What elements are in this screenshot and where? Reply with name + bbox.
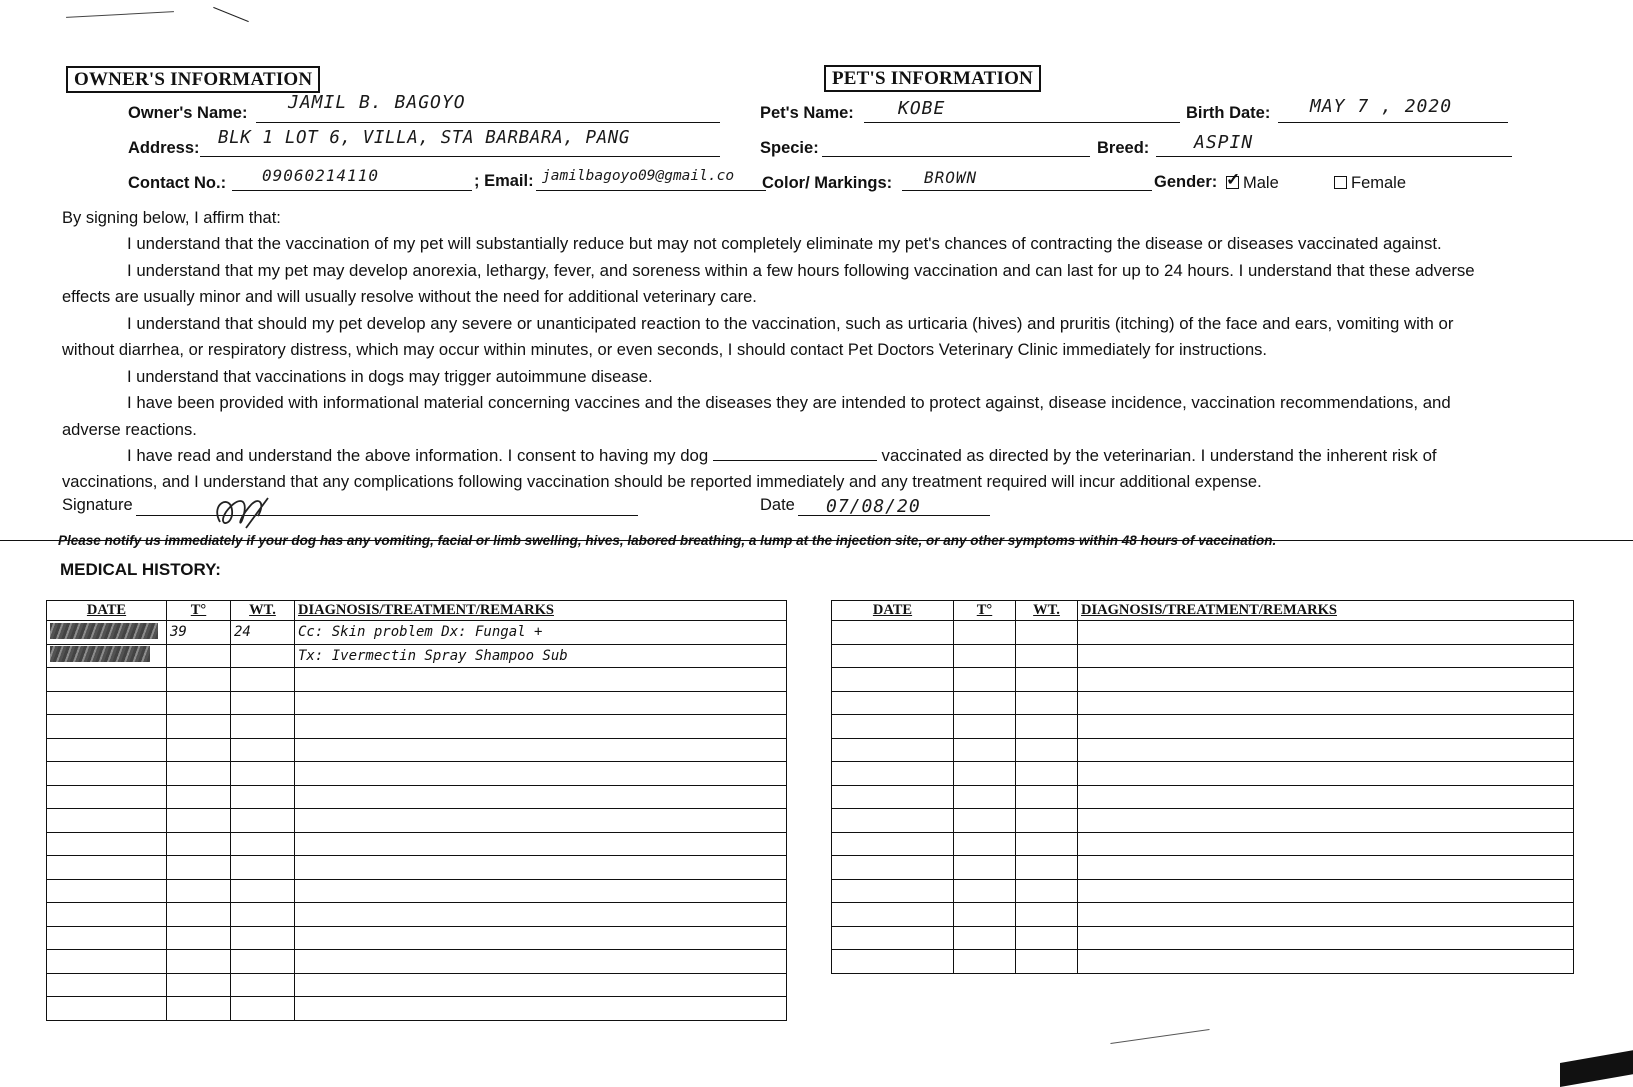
temp-cell[interactable]	[954, 832, 1016, 856]
remarks-cell[interactable]	[295, 926, 787, 950]
remarks-cell[interactable]	[1078, 644, 1574, 668]
consent-p2b: effects are usually minor and will usually resolve without the need for additional veterinary care.	[62, 288, 757, 306]
date-cell[interactable]	[832, 926, 954, 950]
remarks-cell[interactable]	[295, 715, 787, 739]
temp-cell[interactable]	[167, 738, 231, 762]
remarks-cell[interactable]	[295, 950, 787, 974]
temp-cell[interactable]	[954, 809, 1016, 833]
remarks-cell[interactable]: Cc: Skin problem Dx: Fungal +	[295, 621, 787, 645]
color-value[interactable]: BROWN	[924, 168, 978, 187]
weight-cell[interactable]	[231, 950, 295, 974]
address-line	[200, 156, 720, 157]
female-label: Female	[1351, 174, 1407, 192]
table-row	[832, 762, 1574, 786]
table-row	[832, 621, 1574, 645]
pet-name-line	[864, 122, 1180, 123]
date-cell[interactable]	[832, 644, 954, 668]
weight-cell[interactable]	[1016, 950, 1078, 974]
date-cell[interactable]	[47, 762, 167, 786]
gender-female-option[interactable]	[1334, 174, 1406, 193]
signature-scribble	[206, 492, 272, 534]
contact-label: Contact No.:	[128, 174, 227, 192]
remarks-cell[interactable]	[1078, 856, 1574, 880]
table-row	[832, 903, 1574, 927]
redacted-date	[50, 623, 158, 639]
table-row	[47, 738, 787, 762]
table-row	[47, 926, 787, 950]
gender-male-option[interactable]	[1226, 174, 1279, 193]
weight-cell[interactable]	[231, 856, 295, 880]
temp-cell[interactable]	[167, 879, 231, 903]
table-row	[47, 809, 787, 833]
weight-cell[interactable]	[231, 997, 295, 1021]
weight-cell[interactable]	[231, 926, 295, 950]
remarks-cell[interactable]	[295, 738, 787, 762]
remarks-cell[interactable]	[295, 691, 787, 715]
date-cell[interactable]	[832, 762, 954, 786]
birth-date-value[interactable]: MAY 7 , 2020	[1310, 96, 1453, 117]
table-row	[47, 903, 787, 927]
remarks-cell[interactable]	[1078, 738, 1574, 762]
consent-p5a: I have been provided with informational material concerning vaccines and the diseases they are intended to protect against, disease incidence, vaccination recommendations, and	[127, 393, 1451, 412]
temp-cell[interactable]	[954, 668, 1016, 692]
remarks-cell[interactable]	[1078, 950, 1574, 974]
weight-cell[interactable]	[1016, 879, 1078, 903]
table-row	[832, 785, 1574, 809]
birth-date-line	[1278, 122, 1508, 123]
remarks-cell[interactable]	[295, 856, 787, 880]
col-temp-header: T°	[167, 601, 231, 621]
gender-label: Gender:	[1154, 173, 1218, 191]
date-cell[interactable]	[832, 832, 954, 856]
col-remarks-header: DIAGNOSIS/TREATMENT/REMARKS	[295, 601, 787, 621]
remarks-cell[interactable]	[1078, 785, 1574, 809]
remarks-cell[interactable]	[295, 997, 787, 1021]
table-row	[832, 879, 1574, 903]
date-cell[interactable]	[47, 903, 167, 927]
date-cell[interactable]	[47, 856, 167, 880]
weight-cell[interactable]	[1016, 715, 1078, 739]
weight-cell[interactable]	[231, 668, 295, 692]
remarks-cell[interactable]	[1078, 926, 1574, 950]
vaccination-notice: Please notify us immediately if your dog has any vomiting, facial or limb swelling, hives, labored breathing, a lump at the injection site, or any other symptoms within 48 hours of vaccination.	[58, 533, 1277, 548]
weight-cell[interactable]	[1016, 621, 1078, 645]
scan-mark	[1110, 1029, 1209, 1044]
temp-cell[interactable]	[167, 715, 231, 739]
temp-cell[interactable]	[167, 785, 231, 809]
consent-p2a: I understand that my pet may develop anorexia, lethargy, fever, and soreness within a few hours following vaccination and can last for up to 24 hours. I understand that these adverse	[127, 261, 1475, 280]
temp-cell[interactable]	[167, 691, 231, 715]
address-value[interactable]: BLK 1 LOT 6, VILLA, STA BARBARA, PANG	[218, 128, 631, 148]
temp-cell[interactable]	[167, 950, 231, 974]
temp-cell[interactable]	[954, 926, 1016, 950]
date-cell[interactable]	[832, 809, 954, 833]
weight-cell[interactable]	[1016, 644, 1078, 668]
temp-cell[interactable]	[167, 762, 231, 786]
temp-cell[interactable]	[167, 973, 231, 997]
pet-info-heading: PET'S INFORMATION	[824, 65, 1041, 92]
remarks-cell[interactable]	[1078, 832, 1574, 856]
medical-history-heading: MEDICAL HISTORY:	[60, 560, 221, 579]
consent-p3a: I understand that should my pet develop any severe or unanticipated reaction to the vaccination, such as urticaria (hives) and pruritis (itching) of the face and ears, vomiting with or	[127, 314, 1454, 333]
remarks-cell[interactable]	[1078, 621, 1574, 645]
remarks-cell[interactable]	[1078, 715, 1574, 739]
redacted-date	[50, 646, 150, 662]
medical-table-right	[831, 600, 1574, 974]
table-row	[832, 856, 1574, 880]
weight-cell[interactable]: 24	[231, 621, 295, 645]
date-cell[interactable]	[47, 832, 167, 856]
weight-cell[interactable]	[231, 903, 295, 927]
col-weight-header: WT.	[231, 601, 295, 621]
temp-cell[interactable]	[167, 997, 231, 1021]
remarks-cell[interactable]	[1078, 809, 1574, 833]
breed-label: Breed:	[1097, 139, 1150, 157]
date-cell[interactable]	[832, 715, 954, 739]
col-remarks-header: DIAGNOSIS/TREATMENT/REMARKS	[1078, 601, 1574, 621]
remarks-cell[interactable]	[295, 785, 787, 809]
temp-cell[interactable]: 39	[167, 621, 231, 645]
table-row	[832, 926, 1574, 950]
contact-value[interactable]: 09060214110	[262, 166, 379, 185]
temp-cell[interactable]	[167, 832, 231, 856]
weight-cell[interactable]	[1016, 926, 1078, 950]
table-row	[47, 668, 787, 692]
remarks-cell[interactable]	[295, 809, 787, 833]
weight-cell[interactable]	[231, 644, 295, 668]
table-row	[832, 668, 1574, 692]
date-cell[interactable]	[47, 926, 167, 950]
remarks-cell[interactable]	[295, 903, 787, 927]
birth-date-label: Birth Date:	[1186, 104, 1271, 122]
consent-p6a	[127, 443, 1437, 470]
color-label: Color/ Markings:	[762, 174, 893, 192]
table-row	[47, 832, 787, 856]
dog-name-blank[interactable]	[713, 446, 877, 461]
breed-line	[1156, 156, 1512, 157]
consent-p6a-post: vaccinated as directed by the veterinarian. I understand the inherent risk of	[881, 446, 1437, 465]
consent-p6a-pre: I have read and understand the above information. I consent to having my dog	[127, 446, 709, 465]
pet-name-value[interactable]: KOBE	[898, 98, 946, 119]
temp-cell[interactable]	[167, 903, 231, 927]
remarks-cell[interactable]	[1078, 668, 1574, 692]
table-row	[832, 738, 1574, 762]
table-row	[832, 644, 1574, 668]
owner-name-value[interactable]: JAMIL B. BAGOYO	[288, 92, 466, 113]
temp-cell[interactable]	[954, 950, 1016, 974]
date-cell[interactable]	[47, 950, 167, 974]
date-value[interactable]: 07/08/20	[826, 496, 921, 517]
pet-name-label: Pet's Name:	[760, 104, 854, 122]
table-row	[47, 691, 787, 715]
date-cell[interactable]	[832, 903, 954, 927]
consent-p3b: without diarrhea, or respiratory distress, which may occur within minutes, or even seconds, I should contact Pet Doctors Veterinary Clinic immediately for instructions.	[62, 341, 1267, 359]
owner-info-heading: OWNER'S INFORMATION	[66, 66, 320, 93]
temp-cell[interactable]	[167, 856, 231, 880]
scan-mark	[213, 7, 249, 22]
owner-name-label: Owner's Name:	[128, 104, 248, 122]
weight-cell[interactable]	[231, 809, 295, 833]
remarks-cell[interactable]	[295, 879, 787, 903]
email-label: ; Email:	[474, 172, 534, 190]
remarks-cell[interactable]	[1078, 879, 1574, 903]
breed-value[interactable]: ASPIN	[1194, 132, 1254, 153]
remarks-cell[interactable]	[295, 832, 787, 856]
table-header-row	[832, 601, 1574, 621]
male-label: Male	[1243, 174, 1279, 192]
remarks-cell[interactable]	[1078, 903, 1574, 927]
temp-cell[interactable]	[954, 644, 1016, 668]
date-cell[interactable]	[47, 997, 167, 1021]
specie-label: Specie:	[760, 139, 819, 157]
table-row	[47, 644, 787, 668]
temp-cell[interactable]	[954, 903, 1016, 927]
date-cell[interactable]	[832, 668, 954, 692]
temp-cell[interactable]	[954, 621, 1016, 645]
weight-cell[interactable]	[1016, 832, 1078, 856]
date-cell[interactable]	[47, 691, 167, 715]
temp-cell[interactable]	[167, 668, 231, 692]
specie-line	[822, 156, 1090, 157]
weight-cell[interactable]	[231, 879, 295, 903]
email-line	[536, 190, 766, 191]
date-cell[interactable]	[832, 621, 954, 645]
table-row	[832, 691, 1574, 715]
table-header-row	[47, 601, 787, 621]
temp-cell[interactable]	[954, 879, 1016, 903]
table-row	[47, 621, 787, 645]
date-cell[interactable]	[832, 856, 954, 880]
table-row	[832, 809, 1574, 833]
table-row	[47, 785, 787, 809]
email-value[interactable]: jamilbagoyo09@gmail.co	[542, 168, 735, 184]
weight-cell[interactable]	[231, 691, 295, 715]
date-cell[interactable]	[47, 668, 167, 692]
female-checkbox[interactable]	[1334, 176, 1347, 189]
table-row	[47, 715, 787, 739]
weight-cell[interactable]	[231, 738, 295, 762]
temp-cell[interactable]	[954, 785, 1016, 809]
weight-cell[interactable]	[231, 973, 295, 997]
table-row	[832, 832, 1574, 856]
remarks-cell[interactable]	[1078, 762, 1574, 786]
signature-label: Signature	[62, 496, 133, 514]
table-row	[47, 973, 787, 997]
consent-p4: I understand that vaccinations in dogs may trigger autoimmune disease.	[127, 368, 653, 386]
scan-mark	[66, 11, 174, 18]
table-row	[47, 856, 787, 880]
weight-cell[interactable]	[1016, 903, 1078, 927]
temp-cell[interactable]	[167, 644, 231, 668]
table-row	[47, 762, 787, 786]
weight-cell[interactable]	[1016, 691, 1078, 715]
weight-cell[interactable]	[1016, 668, 1078, 692]
col-weight-header: WT.	[1016, 601, 1078, 621]
remarks-cell[interactable]	[295, 762, 787, 786]
scan-corner	[1560, 1049, 1633, 1087]
address-label: Address:	[128, 139, 200, 157]
weight-cell[interactable]	[231, 715, 295, 739]
date-label: Date	[760, 496, 795, 514]
weight-cell[interactable]	[1016, 738, 1078, 762]
remarks-cell[interactable]	[1078, 691, 1574, 715]
temp-cell[interactable]	[954, 856, 1016, 880]
temp-cell[interactable]	[954, 762, 1016, 786]
table-row	[832, 950, 1574, 974]
date-cell[interactable]	[832, 785, 954, 809]
date-cell[interactable]	[832, 879, 954, 903]
table-row	[47, 950, 787, 974]
remarks-cell[interactable]	[295, 973, 787, 997]
date-cell[interactable]	[832, 738, 954, 762]
date-cell[interactable]	[832, 950, 954, 974]
color-line	[902, 190, 1152, 191]
temp-cell[interactable]	[954, 738, 1016, 762]
temp-cell[interactable]	[167, 926, 231, 950]
weight-cell[interactable]	[231, 762, 295, 786]
weight-cell[interactable]	[231, 832, 295, 856]
col-date-header: DATE	[47, 601, 167, 621]
date-cell[interactable]	[47, 738, 167, 762]
table-row	[47, 879, 787, 903]
weight-cell[interactable]	[1016, 785, 1078, 809]
date-cell[interactable]	[832, 691, 954, 715]
col-date-header: DATE	[832, 601, 954, 621]
weight-cell[interactable]	[1016, 762, 1078, 786]
consent-p6b: vaccinations, and I understand that any complications following vaccination should be reported immediately and any treatment required will incur additional expense.	[62, 473, 1262, 491]
male-checkbox[interactable]	[1226, 176, 1239, 189]
owner-name-line	[256, 122, 720, 123]
table-row	[47, 997, 787, 1021]
contact-line	[232, 190, 472, 191]
consent-p5b: adverse reactions.	[62, 421, 197, 439]
date-cell[interactable]	[47, 715, 167, 739]
date-cell[interactable]	[47, 809, 167, 833]
date-cell[interactable]	[47, 644, 167, 668]
temp-cell[interactable]	[954, 691, 1016, 715]
remarks-cell[interactable]: Tx: Ivermectin Spray Shampoo Sub	[295, 644, 787, 668]
weight-cell[interactable]	[1016, 856, 1078, 880]
medical-table-left	[46, 600, 787, 1021]
date-cell[interactable]	[47, 879, 167, 903]
table-row	[832, 715, 1574, 739]
remarks-cell[interactable]	[295, 668, 787, 692]
temp-cell[interactable]	[167, 809, 231, 833]
weight-cell[interactable]	[231, 785, 295, 809]
consent-intro: By signing below, I affirm that:	[62, 209, 281, 227]
date-cell[interactable]	[47, 973, 167, 997]
consent-p1: I understand that the vaccination of my pet will substantially reduce but may not completely eliminate my pet's chances of contracting the disease or diseases vaccinated against.	[127, 234, 1442, 253]
date-cell[interactable]	[47, 785, 167, 809]
weight-cell[interactable]	[1016, 809, 1078, 833]
date-cell[interactable]	[47, 621, 167, 645]
col-temp-header: T°	[954, 601, 1016, 621]
temp-cell[interactable]	[954, 715, 1016, 739]
